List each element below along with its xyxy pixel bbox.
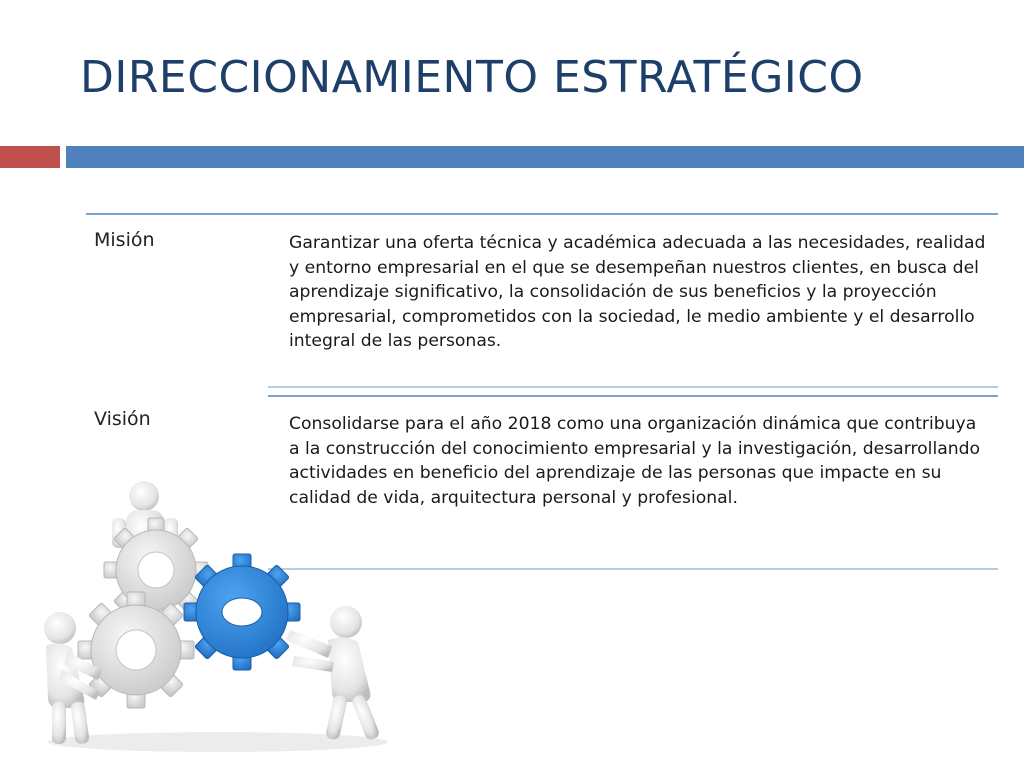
gear-blue [184,554,300,670]
slide-title: DIRECCIONAMIENTO ESTRATÉGICO [80,52,864,103]
teamwork-gears-figures-icon [28,470,428,760]
table-rule-top [86,213,998,215]
title-accent-bar-blue [66,146,1024,168]
row-label-mision: Misión [94,229,155,251]
left-figure [44,612,102,745]
row-label-vision: Visión [94,408,151,430]
title-accent-bar-red [0,146,60,168]
table-rule-row2-top [268,395,998,397]
row-text-vision: Consolidarse para el año 2018 como una organización dinámica que contribuya a la construcción del conocimiento empresarial y la investigación, desarrollando actividades en beneficio del aprendizaje de las personas que impacte en su calidad de vida, arquitectura personal y profesional. [289,414,981,508]
right-figure [286,606,381,741]
row-text-mision: Garantizar una oferta técnica y académica adecuada a las necesidades, realidad y entorno empresarial en el que se desempeñan nuestros clientes, en busca del aprendizaje significativo, la consolidación de sus beneficios y la proyección empresarial, comprometidos con la sociedad, le medio ambiente y el desarrollo integral de las personas. [289,233,986,352]
table-rule-row1-bottom [268,386,998,388]
